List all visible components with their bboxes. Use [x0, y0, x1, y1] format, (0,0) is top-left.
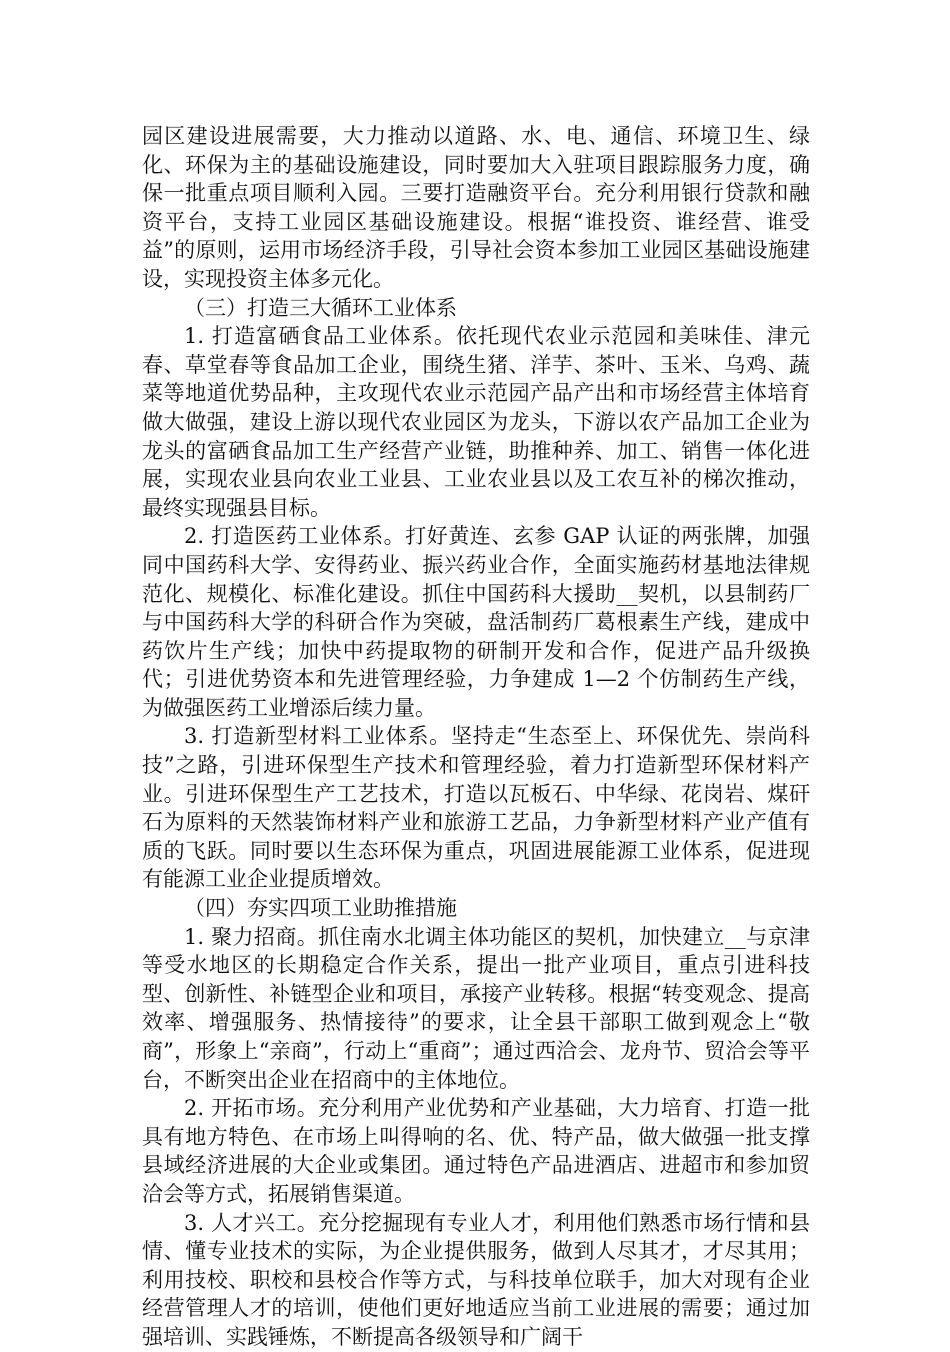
- paragraph-new-materials: 3. 打造新型材料工业体系。坚持走“生态至上、环保优先、崇尚科技”之路，引进环保型生产技术和管理经验，着力打造新型环保材料产业。引进环保型生产工艺技术，打造以瓦板石、中华绿、花岗岩、煤矸石为原料的天然装饰材料产业和旅游工艺品，力争新型材料产业产值有质的飞跃。同时要以生态环保为重点，巩固进展能源工业体系，促进现有能源工业企业提质增效。: [142, 724, 810, 892]
- paragraph-infrastructure: 园区建设进展需要，大力推动以道路、水、电、通信、环境卫生、绿化、环保为主的基础设施建设，同时要加大入驻项目跟踪服务力度，确保一批重点项目顺利入园。三要打造融资平台。充分利用银行贷款和融资平台，支持工业园区基础设施建设。根据“谁投资、谁经营、谁受益”的原则，运用市场经济手段，引导社会资本参加工业园区基础设施建设，实现投资主体多元化。: [142, 124, 810, 291]
- section-heading-four: （四）夯实四项工业助推措施: [184, 896, 457, 921]
- paragraph-selenium-food: 1. 打造富硒食品工业体系。依托现代农业示范园和美味佳、津元春、草堂春等食品加工企业，围绕生猪、洋芋、茶叶、玉米、乌鸡、蔬菜等地道优势品种，主攻现代农业示范园产品产出和市场经营主体培育做大做强，建设上游以现代农业园区为龙头，下游以农产品加工企业为龙头的富硒食品加工生产经营产业链，助推种养、加工、销售一体化进展，实现农业县向农业工业县、工业农业县以及工农互补的梯次推动，最终实现强县目标。: [142, 324, 810, 520]
- document-page: [142, 122, 810, 1352]
- section-heading-three: （三）打造三大循环工业体系: [184, 295, 457, 320]
- paragraph-talent: 3. 人才兴工。充分挖掘现有专业人才，利用他们熟悉市场行情和县情、懂专业技术的实际，为企业提供服务，做到人尽其才，才尽其用；利用技校、职校和县校合作等方式，与科技单位联手，加大对现有企业经营管理人才的培训，使他们更好地适应当前工业进展的需要；通过加强培训、实践锤炼，不断提高各级领导和广阔干: [142, 1210, 810, 1349]
- paragraph-market: 2. 开拓市场。充分利用产业优势和产业基础，大力培育、打造一批具有地方特色、在市场上叫得响的名、优、特产品，做大做强一批支撑县域经济进展的大企业或集团。通过特色产品进酒店、进超市和参加贸洽会等方式，拓展销售渠道。: [142, 1096, 810, 1206]
- paragraph-medicine: 2. 打造医药工业体系。打好黄连、玄参 GAP 认证的两张牌，加强同中国药科大学、安得药业、振兴药业合作，全面实施药材基地法律规范化、规模化、标准化建设。抓住中国药科大援助__契机，以县制药厂与中国药科大学的科研合作为突破，盘活制药厂葛根素生产线，建成中药饮片生产线；加快中药提取物的研制开发和合作，促进产品升级换代；引进优势资本和先进管理经验，力争建成 1—2 个仿制药生产线，为做强医药工业增添后续力量。: [142, 524, 810, 720]
- paragraph-investment: 1. 聚力招商。抓住南水北调主体功能区的契机，加快建立__与京津等受水地区的长期稳定合作关系，提出一批产业项目，重点引进科技型、创新性、补链型企业和项目，承接产业转移。根据“转变观念、提高效率、增强服务、热情接待”的要求，让全县干部职工做到观念上“敬商”，形象上“亲商”，行动上“重商”；通过西洽会、龙舟节、贸洽会等平台，不断突出企业在招商中的主体地位。: [142, 924, 810, 1092]
